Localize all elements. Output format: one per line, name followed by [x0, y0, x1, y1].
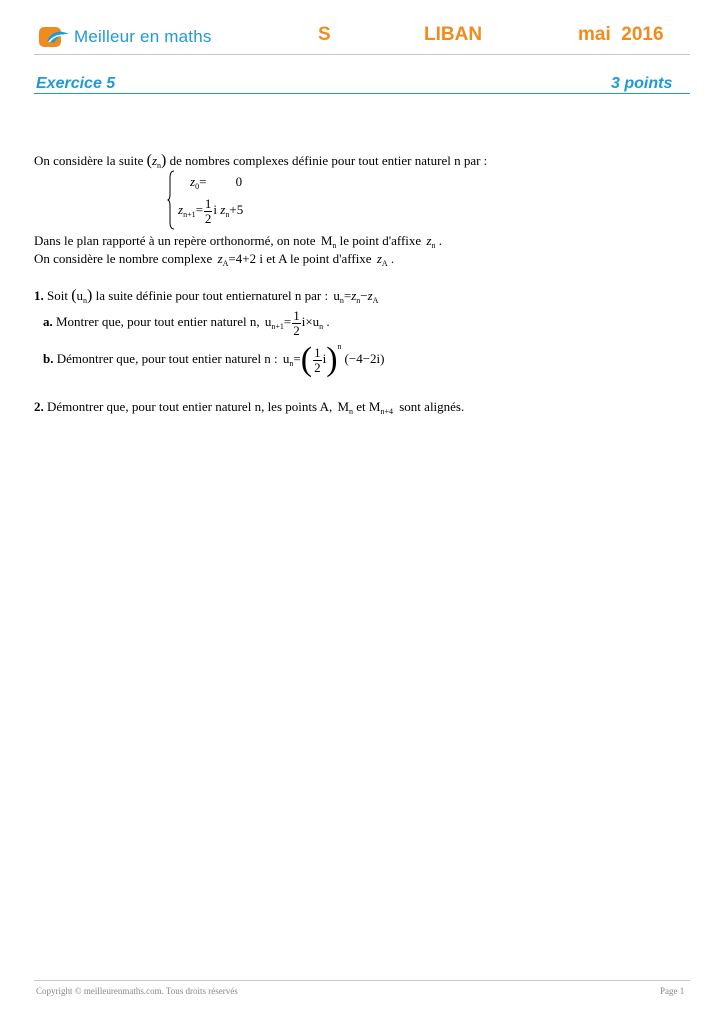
complex-line: On considère le nombre complexe $z_A=4+2$ i et A le point d'affixe $z_A$ . — [34, 251, 395, 268]
footer-divider — [34, 980, 690, 981]
question-1a: a. Montrer que, pour tout entier naturel n, $u_{n+1}=$ $\frac{1}{2}$ $i\times u_n$ . — [43, 307, 330, 338]
exercise-title: Exercice 5 — [36, 75, 116, 92]
logo-text: Meilleur en maths — [74, 27, 212, 46]
var-z: z — [151, 153, 158, 168]
header-divider — [34, 54, 690, 55]
footer-copyright: Copyright © meilleurenmaths.com. Tous droits réservés — [36, 986, 238, 996]
system-brace — [167, 170, 175, 230]
header-date: mai 2016 — [578, 24, 664, 45]
header-place: LIBAN — [424, 24, 483, 45]
question-2: 2. Démontrer que, pour tout entier naturel n, les points A, $M_n$ et $M_{n+4}$ sont alignés. — [34, 399, 465, 416]
logo-icon — [38, 25, 72, 49]
intro-line: On considère la suite $(z_n)$ de nombres complexes définie pour tout entier naturel n par : — [34, 152, 488, 170]
question-1b: b. Démontrer que, pour tout entier naturel n : $u_n=$( $\frac{1}{2}$ i)$^n$(−4−2i) — [43, 341, 385, 379]
seq-z-close: ) — [161, 152, 167, 169]
plane-line: Dans le plan rapporté à un repère orthonormé, on note $M_n$ le point d'affixe $z_n$ . — [34, 233, 442, 250]
footer-page: Page 1 — [660, 986, 685, 996]
seq-z-open: ( — [146, 152, 152, 169]
system-line-z0: $z_0= 0$ — [190, 174, 243, 191]
intro-text-b: de nombres complexes définie pour tout entier naturel n par : — [169, 153, 488, 168]
logo — [38, 24, 212, 50]
intro-text-a: On considère la suite — [34, 153, 144, 168]
exercise-points: 3 points — [611, 75, 673, 92]
exercise-divider — [34, 93, 690, 94]
header-series: S — [318, 24, 331, 45]
system-line-recurrence: $z_{n+1}=$ $\frac{1}{2}$ i $z_n+5$ — [178, 195, 244, 226]
question-1: 1. Soit $(u_n)$ la suite définie pour tout entiernaturel n par : $u_n=z_n-z_A$ — [34, 287, 379, 305]
fraction-one-half: $\frac{1}{2}$ — [204, 195, 212, 226]
